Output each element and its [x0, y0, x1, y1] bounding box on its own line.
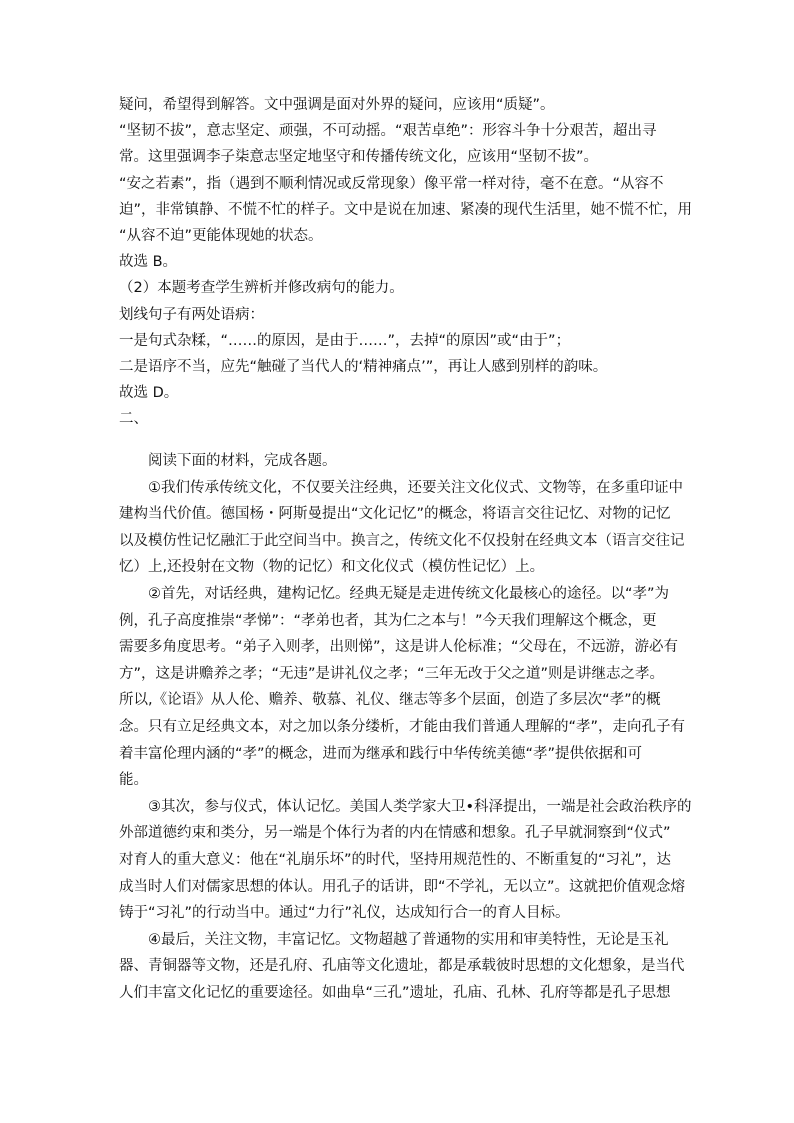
passage-line-9: 所以,《论语》从人伦、赡养、敬慕、礼仪、继志等多个层面，创造了多层次“孝”的概: [119, 692, 661, 709]
analysis-line-10: 一是句式杂糅，“……的原因，是由于……”，去掉“的原因”或“由于”；: [119, 332, 571, 349]
passage-line-17: 铸于“习礼”的行动当中。通过“力行”礼仪，达成知行合一的育人目标。: [119, 905, 570, 922]
passage-line-6: 例，孔子高度推崇“孝悌”：“孝弟也者，其为仁之本与！”今天我们理解这个概念，更: [119, 612, 657, 629]
passage-line-19: 器、青铜器等文物，还是孔府、孔庙等文化遗址，都是承载彼时思想的文化想象，是当代: [119, 958, 685, 975]
analysis-line-9: 划线句子有两处语病：: [119, 306, 264, 323]
analysis-line-5: 迫”，非常镇静、不慌不忙的样子。文中是说在加速、紧凑的现代生活里，她不慌不忙，用: [119, 201, 693, 218]
analysis-line-2: “坚韧不拔”，意志坚定、顽强，不可动摇。“艰苦卓绝”：形容斗争十分艰苦，超出寻: [119, 123, 657, 140]
passage-line-3: 以及模仿性记忆融汇于此空间当中。换言之，传统文化不仅投射在经典文本（语言交往记: [119, 532, 685, 549]
passage-line-4: 忆）上,还投射在文物（物的记忆）和文化仪式（模仿性记忆）上。: [119, 559, 545, 576]
analysis-line-4: “安之若素”，指（遇到不顺利情况或反常现象）像平常一样对待，毫不在意。“从容不: [119, 175, 664, 192]
analysis-line-1: 疑问，希望得到解答。文中强调是面对外界的疑问，应该用“质疑”。: [119, 97, 555, 113]
analysis-line-6: “从容不迫”更能体现她的状态。: [119, 227, 323, 244]
analysis-line-11: 二是语序不当，应先“触碰了当代人的‘精神痛点’”，再让人感到别样的韵味。: [119, 358, 608, 375]
passage-line-13: ③其次，参与仪式，体认记忆。美国人类学家大卫•科泽提出，一端是社会政治秩序的: [119, 798, 692, 815]
passage-line-5: ②首先，对话经典，建构记忆。经典无疑是走进传统文化最核心的途径。以“孝”为: [119, 585, 670, 602]
passage-line-7: 需要多角度思考。“弟子入则孝，出则悌”，这是讲人伦标准；“父母在，不远游，游必有: [119, 639, 679, 656]
section-heading: 二、: [119, 411, 148, 428]
passage-instruction: 阅读下面的材料，完成各题。: [119, 453, 337, 469]
passage-line-18: ④最后，关注文物，丰富记忆。文物超越了普通物的实用和审美特性，无论是玉礼: [119, 931, 669, 948]
passage-line-14: 外部道德约束和类分，另一端是个体行为者的内在情感和想象。孔子早就洞察到“仪式”: [119, 825, 671, 842]
analysis-line-7: 故选 B。: [119, 254, 178, 271]
passage-line-20: 人们丰富文化记忆的重要途径。如曲阜“三孔”遗址，孔庙、孔林、孔府等都是孔子思想: [119, 984, 671, 1001]
passage-line-12: 能。: [119, 772, 148, 789]
passage-line-2: 建构当代价值。德国杨・阿斯曼提出“文化记忆”的概念，将语言交往记忆、对物的记忆: [119, 506, 671, 523]
passage-line-10: 念。只有立足经典文本，对之加以条分缕析，才能由我们普通人理解的“孝”，走向孔子有: [119, 718, 686, 735]
passage-line-15: 对育人的重大意义：他在“礼崩乐坏”的时代，坚持用规范性的、不断重复的“习礼”，达: [119, 851, 672, 868]
analysis-line-3: 常。这里强调李子柒意志坚定地坚守和传播传统文化，应该用“坚韧不拔”。: [119, 149, 599, 166]
passage-line-8: 方”，这是讲赡养之孝；“无违”是讲礼仪之孝；“三年无改于父之道”则是讲继志之孝。: [119, 665, 665, 682]
analysis-line-12: 故选 D。: [119, 385, 179, 402]
reading-passage: [119, 448, 692, 1006]
answer-analysis: [119, 92, 693, 432]
analysis-line-8: （2）本题考查学生辨析并修改病句的能力。: [119, 280, 404, 297]
passage-line-11: 着丰富伦理内涵的“孝”的概念，进而为继承和践行中华传统美德“孝”提供依据和可: [119, 745, 643, 762]
passage-line-1: ①我们传承传统文化，不仅要关注经典，还要关注文化仪式、文物等，在多重印证中: [119, 479, 683, 496]
passage-line-16: 成当时人们对儒家思想的体认。用孔子的话讲，即“不学礼，无以立”。这就把价值观念熔: [119, 878, 686, 895]
